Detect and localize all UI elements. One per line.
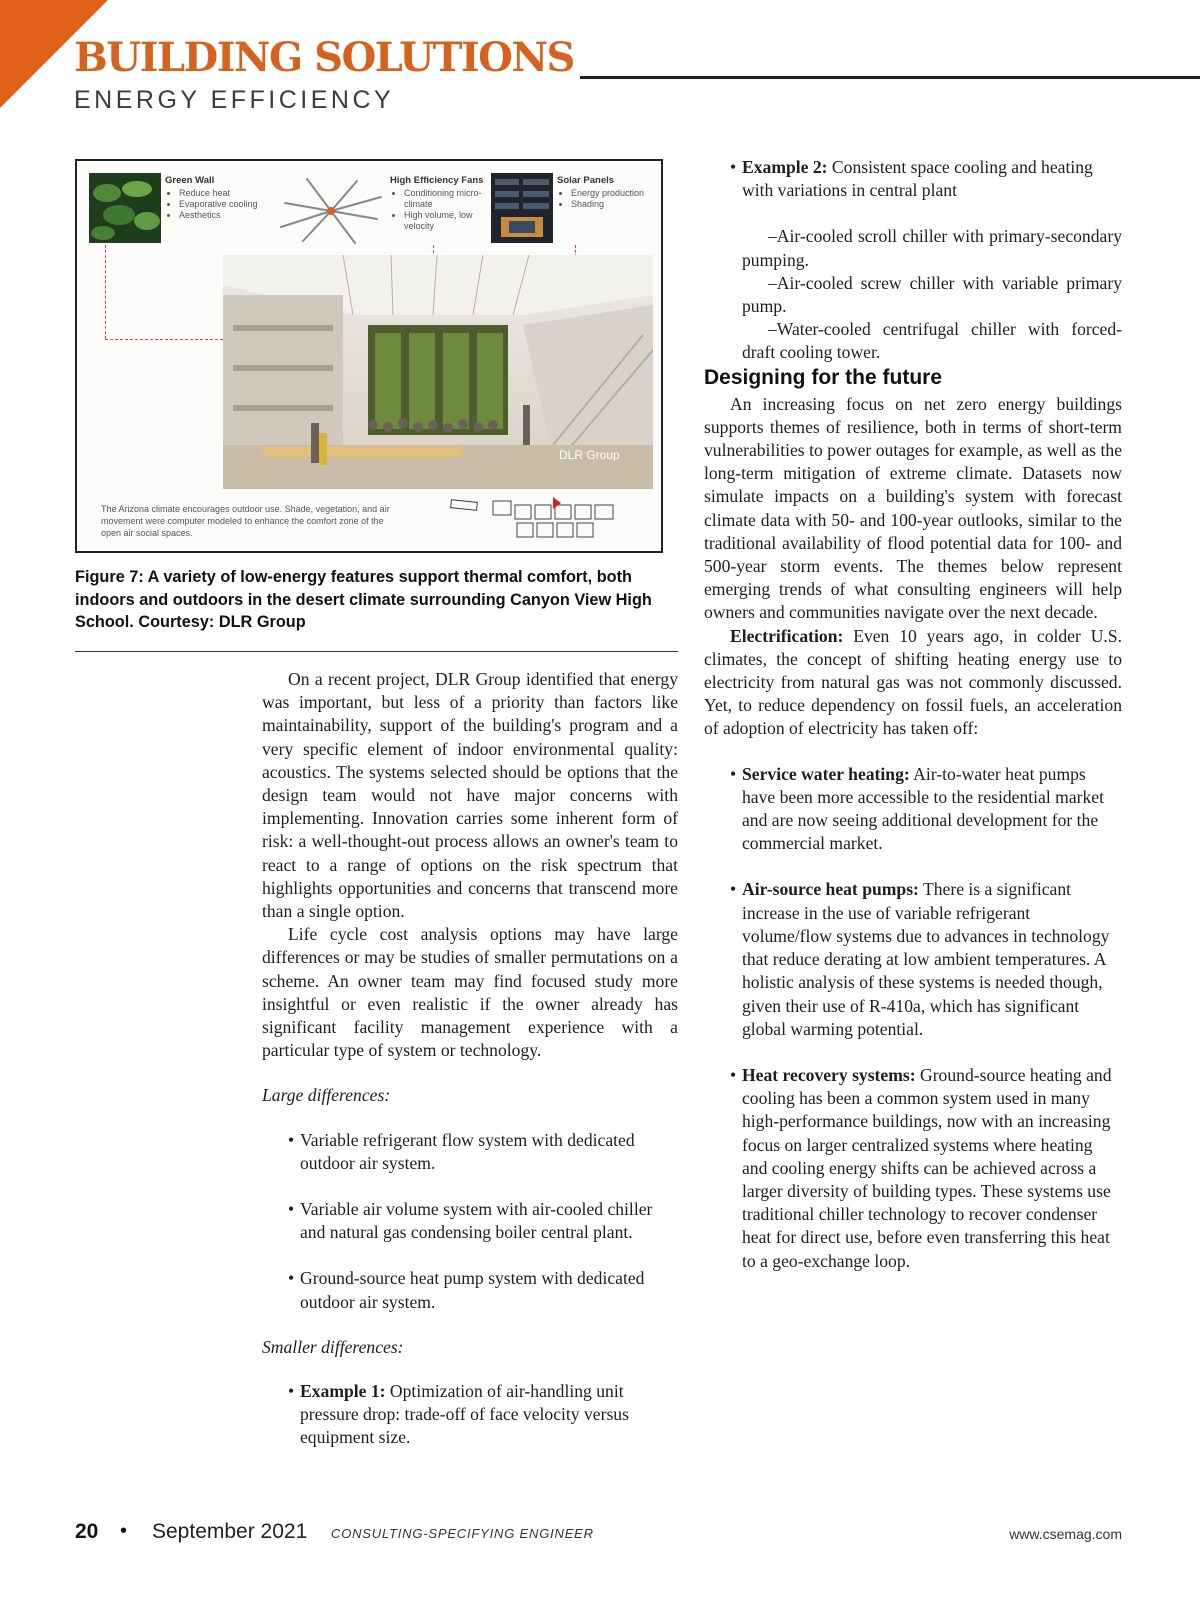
footer-separator: • <box>120 1520 128 1542</box>
leader-line <box>105 245 106 339</box>
body-paragraph: An increasing focus on net zero energy buildings supports themes of resilience, both in terms of short-term vulnerabilities to power outages for example, as well as the long-term mitigation of extreme climate. Datasets now simulate impacts on a building's system with forecast climate data with 50- and 100-year outlooks, similar to the traditional availability of flood potential data for 100- and 500-year storm events. The themes below represent emerging trends of what consulting engineers will help owners and communities navigate over the next decade. <box>704 393 1122 623</box>
issue-date: September 2021 <box>152 1520 308 1543</box>
figure <box>75 159 663 553</box>
list-item: • Variable air volume system with air-cooled chiller and natural gas condensing boiler central plant. <box>288 1199 653 1243</box>
leader-line <box>105 339 223 340</box>
large-differences-heading: Large differences: <box>262 1085 391 1106</box>
atrium-render <box>223 255 653 489</box>
list-item: • Example 2: Consistent space cooling and heating with variations in central plant <box>730 157 1093 201</box>
fan-icon <box>277 171 385 245</box>
title-rule <box>580 76 1200 79</box>
right-column <box>704 156 1122 1296</box>
body-paragraph: On a recent project, DLR Group identified that energy was important, but less of a priority than factors like maintainability, support of the building's program and a very specific element of indoor environmental quality: acoustics. The systems selected should be options that the design team would not have major concerns with implementing. Innovation carries some inherent form of risk: a well-thought-out process allows an owner's team to react to a range of options on the risk spectrum that highlights opportunities and concerns that transcend more than a single option. <box>262 669 678 922</box>
section-title: BUILDING SOLUTIONS <box>74 34 574 81</box>
body-paragraph: Life cycle cost analysis options may have large differences or may be studies of smaller permutations on a scheme. An owner team may find focused study more insightful or even realistic if the owner already has significant facility management experience with a particular type of system or technology. <box>262 924 678 1061</box>
list-item: • Variable refrigerant flow system with dedicated outdoor air system. <box>288 1129 635 1173</box>
section-heading: Designing for the future <box>704 365 942 389</box>
left-column <box>262 668 678 1473</box>
list-item: • Air-source heat pumps: There is a significant increase in the use of variable refrigerant volume/flow systems due to advances in technology that reduce derating at low ambient temperatures. A holistic analysis of these systems is needed though, given their use of R-410a, which has significant global warming potential. <box>730 879 1110 1039</box>
dash-item: –Air-cooled screw chiller with variable primary pump. <box>742 272 1122 317</box>
dash-item: –Air-cooled scroll chiller with primary-secondary pumping. <box>742 226 1122 270</box>
solar-panels-photo <box>491 173 553 243</box>
solar-label: Solar Panels • Energy production • Shading <box>557 175 657 210</box>
list-item: • Ground-source heat pump system with dedicated outdoor air system. <box>288 1268 645 1312</box>
body-paragraph: Electrification: Even 10 years ago, in colder U.S. climates, the concept of shifting heating energy use to electricity from natural gas was not commonly discussed. Yet, to reduce dependency on fossil fuels, an acceleration of adoption of electricity has taken off: <box>704 625 1122 739</box>
dash-item: –Water-cooled centrifugal chiller with forced-draft cooling tower. <box>742 319 1122 363</box>
magazine-name: CONSULTING-SPECIFYING ENGINEER <box>331 1526 594 1541</box>
section-subtitle: ENERGY EFFICIENCY <box>74 86 395 114</box>
green-wall-label: Green Wall • Reduce heat • Evaporative cooling • Aesthetics <box>165 175 275 221</box>
fans-label: High Efficiency Fans • Conditioning micro-climate • High volume, low velocity <box>390 175 490 232</box>
caption-rule <box>75 651 678 652</box>
figure-caption: Figure 7: A variety of low-energy features support thermal comfort, both indoors and outdoors in the desert climate surrounding Canyon View High School. Courtesy: DLR Group <box>75 568 652 631</box>
website-link[interactable]: www.csemag.com <box>1009 1526 1122 1542</box>
list-item: • Service water heating: Air-to-water heat pumps have been more accessible to the residential market and are now seeing additional development for the commercial market. <box>730 763 1104 854</box>
render-watermark: DLR Group <box>559 448 620 462</box>
list-item: • Heat recovery systems: Ground-source heating and cooling has been a common system used in many high-performance buildings, now with an increasing focus on larger centralized systems where heating and cooling energy shifts can be achieved across a larger diversity of building types. These systems use traditional chiller technology to recover condenser heat for direct use, before even transferring this heat to a geo-exchange loop. <box>730 1064 1112 1271</box>
page-number: 20 <box>75 1520 99 1543</box>
green-wall-photo <box>89 173 161 243</box>
figure-inner-caption: The Arizona climate encourages outdoor use. Shade, vegetation, and air movement were computer modeled to enhance the comfort zone of the open air social spaces. <box>101 504 390 538</box>
list-item: • Example 1: Optimization of air-handling unit pressure drop: trade-off of face velocity versus equipment size. <box>288 1381 629 1448</box>
smaller-differences-heading: Smaller differences: <box>262 1336 404 1357</box>
site-plan-diagram <box>447 495 627 543</box>
